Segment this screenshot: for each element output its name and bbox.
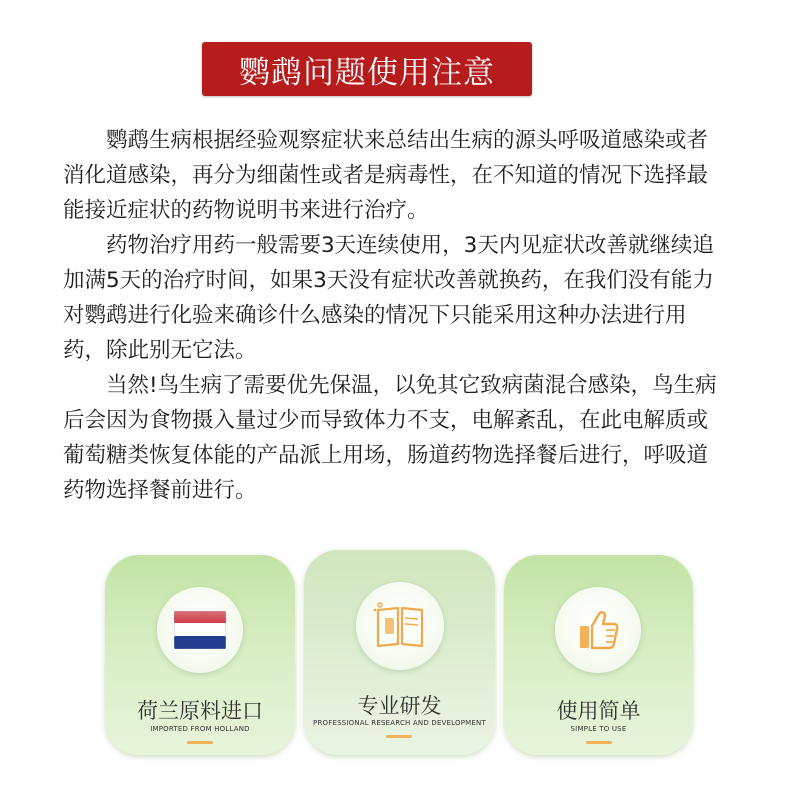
- article-body: [63, 123, 723, 508]
- accent-dash: [586, 741, 612, 744]
- icon-circle: [555, 587, 641, 673]
- feature-title: 专业研发: [357, 694, 442, 718]
- research-book-icon: [372, 602, 428, 650]
- paragraph: 药物治疗用药一般需要3天连续使用，3天内见症状改善就继续追加满5天的治疗时间，如果3天没有症状改善就换药，在我们没有能力对鹦鹉进行化验来确诊什么感染的情况下只能采用这种办法进行用药，除此别无它法。: [63, 233, 714, 363]
- title-banner: [202, 42, 532, 96]
- feature-subtitle: PROFESSIONAL RESEARCH AND DEVELOPMENT: [313, 719, 486, 727]
- feature-card-research: [304, 550, 495, 755]
- netherlands-flag-icon: [174, 611, 226, 649]
- feature-card-simple: [504, 555, 693, 755]
- page-title: 鹦鹉问题使用注意: [239, 54, 495, 91]
- accent-dash: [386, 735, 412, 738]
- feature-title: 荷兰原料进口: [137, 699, 263, 723]
- thumbs-up-icon: [576, 608, 620, 652]
- icon-circle: [356, 582, 444, 670]
- feature-subtitle: IMPORTED FROM HOLLAND: [150, 725, 250, 733]
- icon-circle: [157, 587, 243, 673]
- paragraph: 鹦鹉生病根据经验观察症状来总结出生病的源头呼吸道感染或者消化道感染，再分为细菌性或者是病毒性，在不知道的情况下选择最能接近症状的药物说明书来进行治疗。: [63, 128, 709, 223]
- feature-subtitle: SIMPLE TO USE: [570, 725, 627, 733]
- feature-card-holland: [105, 555, 295, 755]
- accent-dash: [187, 741, 213, 744]
- paragraph: 当然!鸟生病了需要优先保温，以免其它致病菌混合感染，鸟生病后会因为食物摄入量过少而导致体力不支，电解紊乱，在此电解质或葡萄糖类恢复体能的产品派上用场，肠道药物选择餐后进行，呼吸道药物选择餐前进行。: [63, 373, 717, 503]
- feature-title: 使用简单: [556, 699, 641, 723]
